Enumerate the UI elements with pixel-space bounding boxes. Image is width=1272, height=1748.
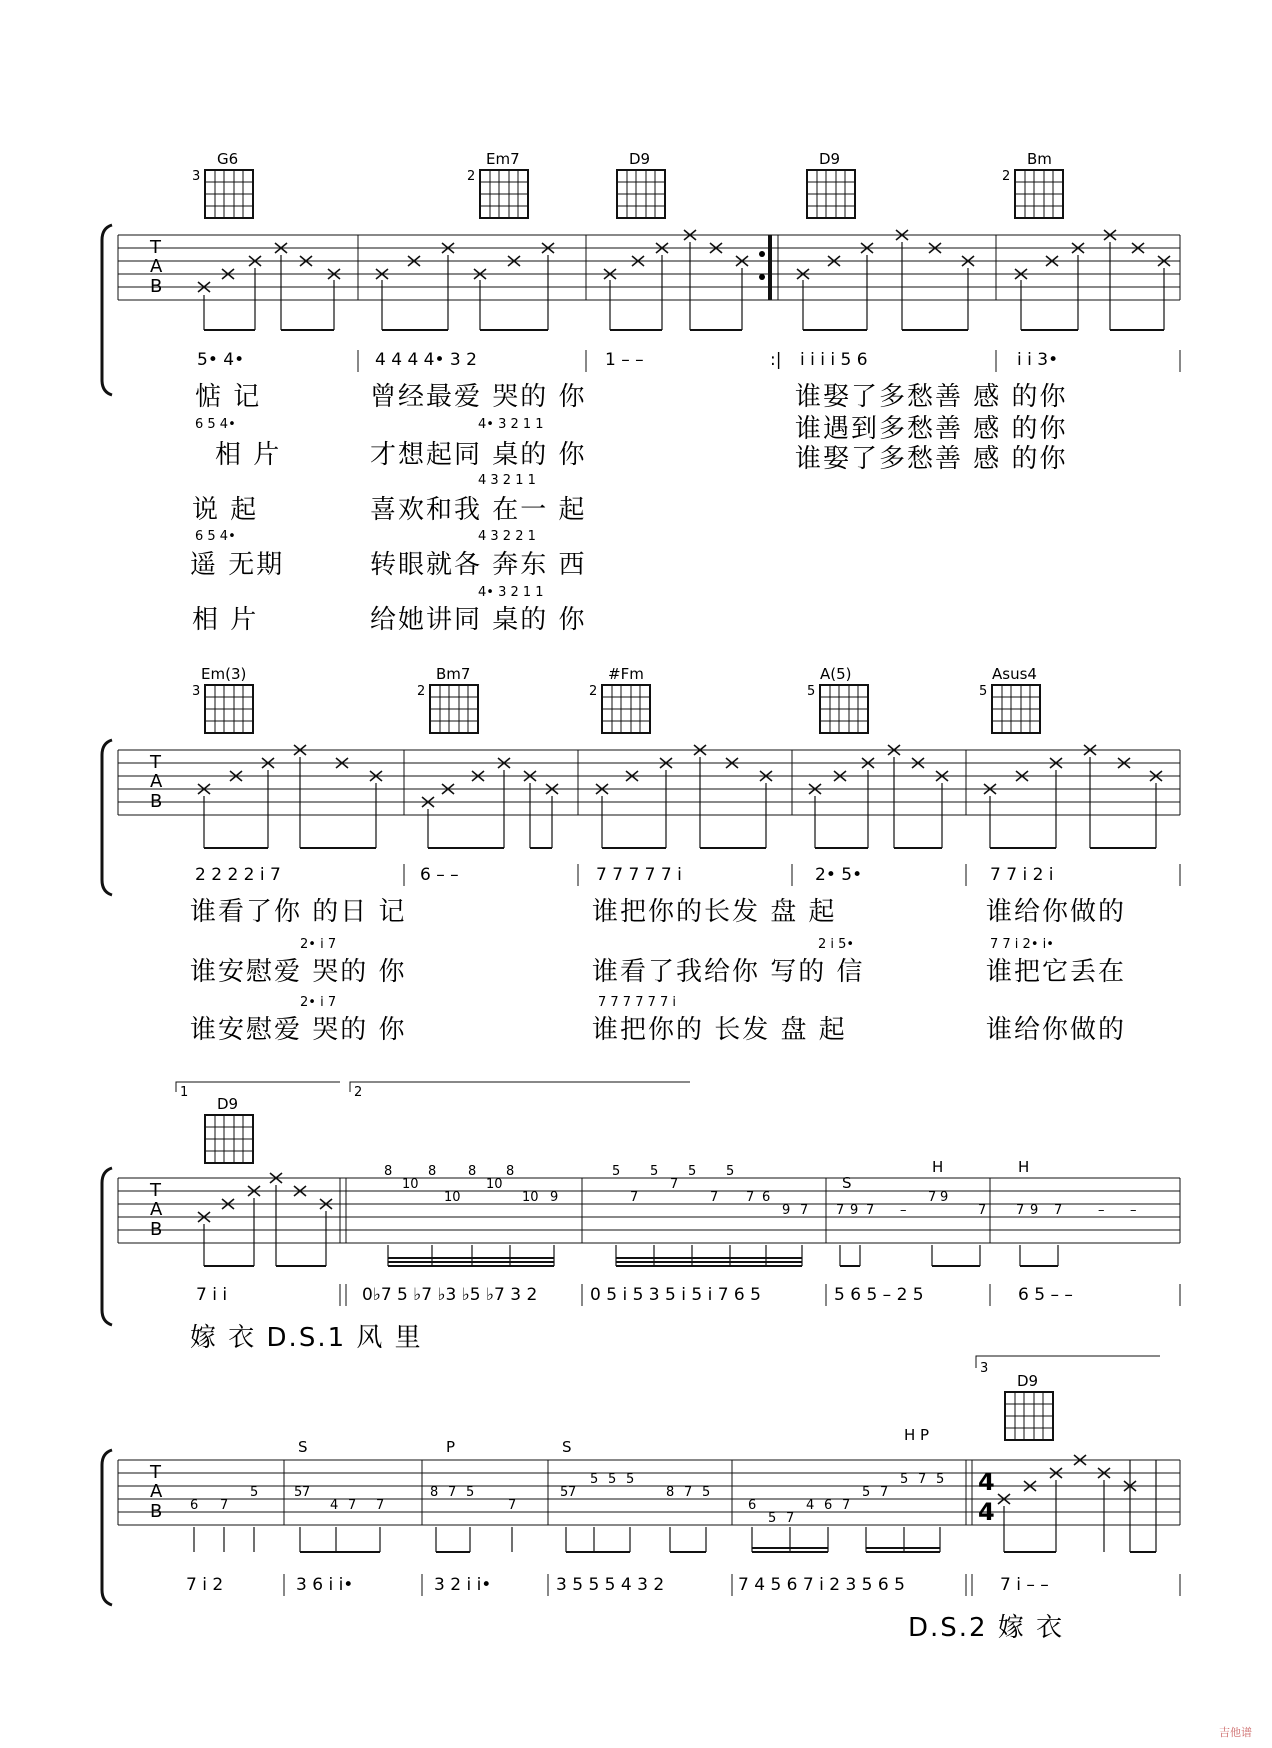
svg-text:5• 4•: 5• 4• (197, 350, 245, 370)
svg-text:5: 5 (250, 1485, 259, 1500)
svg-text:5: 5 (726, 1164, 735, 1179)
svg-text:7: 7 (670, 1177, 679, 1192)
svg-text:7: 7 (746, 1190, 755, 1205)
svg-text:谁把它丢在: 谁把它丢在 (986, 957, 1127, 987)
svg-text:A: A (150, 1481, 163, 1502)
svg-text:9: 9 (782, 1203, 791, 1218)
svg-text:6: 6 (190, 1498, 199, 1513)
svg-text:惦 记: 惦 记 (195, 382, 262, 412)
svg-text:曾经最爱 哭的 你: 曾经最爱 哭的 你 (370, 382, 587, 412)
svg-text:4• 3 2 1 1: 4• 3 2 1 1 (478, 417, 544, 432)
chord-diagram-d9-d (1005, 1372, 1053, 1440)
svg-text:谁给你做的: 谁给你做的 (986, 1015, 1127, 1045)
svg-text:才想起同 桌的 你: 才想起同 桌的 你 (370, 440, 587, 470)
chord-label: Bm (1027, 150, 1052, 168)
chord-label: G6 (217, 150, 239, 168)
svg-text:谁娶了多愁善 感 的你: 谁娶了多愁善 感 的你 (795, 444, 1068, 474)
svg-text:4 3 2 1 1: 4 3 2 1 1 (478, 473, 536, 488)
svg-text:7: 7 (630, 1190, 639, 1205)
jianpu-line-1 (197, 350, 1180, 372)
svg-text:7 i i: 7 i i (196, 1285, 228, 1305)
svg-text:2: 2 (354, 1085, 363, 1100)
svg-text:7: 7 (508, 1498, 517, 1513)
svg-text:–: – (1098, 1203, 1105, 1218)
svg-text:B: B (150, 1501, 163, 1522)
svg-text:8: 8 (468, 1164, 477, 1179)
svg-text:H: H (932, 1158, 944, 1176)
lyrics-line-3: 嫁 衣 D.S.1 风 里 (190, 1323, 423, 1353)
svg-text:7 i 2: 7 i 2 (186, 1575, 224, 1595)
chord-diagram-d9-b (807, 150, 855, 218)
svg-text:T: T (150, 1180, 161, 1201)
svg-text:1: 1 (180, 1085, 189, 1100)
svg-text:6: 6 (824, 1498, 833, 1513)
svg-text:5: 5 (466, 1485, 475, 1500)
svg-text:0♭7 5 ♭7 ♭3 ♭5 ♭7 3 2: 0♭7 5 ♭7 ♭3 ♭5 ♭7 3 2 (362, 1285, 538, 1305)
svg-text:9: 9 (550, 1190, 559, 1205)
svg-text:5: 5 (560, 1485, 569, 1500)
svg-text:7 7 7 7 7 i: 7 7 7 7 7 i (596, 865, 682, 885)
svg-text:7: 7 (710, 1190, 719, 1205)
svg-text:7: 7 (842, 1498, 851, 1513)
system-2 (102, 665, 1180, 1045)
svg-text:7: 7 (448, 1485, 457, 1500)
svg-text:T: T (150, 237, 161, 258)
svg-text:i i i i 5 6: i i i i 5 6 (800, 350, 868, 370)
svg-text:10: 10 (486, 1177, 503, 1192)
svg-text:5 6 5 – 2 5: 5 6 5 – 2 5 (834, 1285, 924, 1305)
svg-text:5: 5 (768, 1511, 777, 1526)
svg-text:7: 7 (376, 1498, 385, 1513)
svg-text:5: 5 (650, 1164, 659, 1179)
svg-text:谁把你的长发 盘 起: 谁把你的长发 盘 起 (592, 897, 837, 927)
system-1 (102, 150, 1180, 635)
svg-text:10: 10 (522, 1190, 539, 1205)
svg-text:3: 3 (192, 684, 201, 699)
chord-diagram-fsharpm (589, 665, 650, 733)
svg-text:8: 8 (666, 1485, 675, 1500)
svg-text:2• i 7: 2• i 7 (300, 937, 337, 952)
svg-text:3 2 i i•: 3 2 i i• (434, 1575, 492, 1595)
svg-text:7: 7 (348, 1498, 357, 1513)
svg-text:3: 3 (192, 169, 201, 184)
tab-fret-numbers-4 (190, 1472, 944, 1526)
svg-text:2: 2 (1002, 169, 1011, 184)
chord-diagram-bm (1002, 150, 1063, 218)
svg-text:2• i 7: 2• i 7 (300, 995, 337, 1010)
svg-text:谁安慰爱 哭的 你: 谁安慰爱 哭的 你 (190, 1015, 407, 1045)
jianpu-line-4 (186, 1574, 1180, 1596)
svg-text:谁安慰爱 哭的 你: 谁安慰爱 哭的 你 (190, 957, 407, 987)
chord-label: A(5) (820, 665, 852, 683)
lyrics-block-2 (190, 897, 1126, 1045)
svg-text:转眼就各 奔东 西: 转眼就各 奔东 西 (370, 550, 587, 580)
chord-diagram-em7 (467, 150, 528, 218)
chord-label: Em(3) (201, 665, 247, 683)
chord-label: Bm7 (436, 665, 471, 683)
svg-text:A: A (150, 771, 163, 792)
svg-text:8: 8 (506, 1164, 515, 1179)
svg-text:10: 10 (444, 1190, 461, 1205)
chord-label: Asus4 (992, 665, 1037, 683)
svg-text:7 i – –: 7 i – – (1000, 1575, 1049, 1595)
svg-text:7: 7 (684, 1485, 693, 1500)
svg-text:5: 5 (979, 684, 988, 699)
svg-text:3 5 5 5 4 3 2: 3 5 5 5 4 3 2 (556, 1575, 665, 1595)
svg-text:6: 6 (762, 1190, 771, 1205)
svg-text:7 7 i 2 i: 7 7 i 2 i (990, 865, 1054, 885)
svg-text:8: 8 (384, 1164, 393, 1179)
svg-text:2• 5•: 2• 5• (815, 865, 863, 885)
svg-text:4 4 4 4• 3 2: 4 4 4 4• 3 2 (375, 350, 477, 370)
lyrics-block-1 (190, 382, 1068, 635)
chord-diagram-em3 (192, 665, 253, 733)
svg-text:谁看了你 的日 记: 谁看了你 的日 记 (190, 897, 407, 927)
svg-text:给她讲同 桌的 你: 给她讲同 桌的 你 (370, 605, 587, 635)
chord-label: D9 (217, 1095, 239, 1113)
system-4 (102, 1356, 1180, 1643)
svg-text:5: 5 (608, 1472, 617, 1487)
svg-text:7: 7 (1054, 1203, 1063, 1218)
svg-text:6 5 4•: 6 5 4• (195, 417, 236, 432)
svg-text:5: 5 (862, 1485, 871, 1500)
svg-text:10: 10 (402, 1177, 419, 1192)
svg-text:9: 9 (850, 1203, 859, 1218)
svg-text:S: S (562, 1438, 572, 1456)
svg-text:6 5 4•: 6 5 4• (195, 529, 236, 544)
svg-text:5: 5 (900, 1472, 909, 1487)
svg-text:7: 7 (928, 1190, 937, 1205)
svg-text:5: 5 (702, 1485, 711, 1500)
jianpu-line-3 (196, 1284, 1180, 1306)
svg-text:8: 8 (430, 1485, 439, 1500)
chord-label: #Fm (608, 665, 644, 683)
svg-text:P: P (446, 1438, 456, 1456)
svg-text:7: 7 (836, 1203, 845, 1218)
svg-text:说 起: 说 起 (192, 495, 259, 525)
svg-text:7: 7 (568, 1485, 577, 1500)
svg-text:H P: H P (904, 1426, 930, 1444)
svg-text:6: 6 (748, 1498, 757, 1513)
svg-text:谁遇到多愁善 感 的你: 谁遇到多愁善 感 的你 (795, 414, 1068, 444)
chord-label: D9 (819, 150, 841, 168)
time-signature: 4 (978, 1468, 995, 1496)
svg-text:A: A (150, 256, 163, 277)
chord-label: D9 (1017, 1372, 1039, 1390)
chord-label: D9 (629, 150, 651, 168)
svg-text:7: 7 (1016, 1203, 1025, 1218)
svg-text:T: T (150, 1462, 161, 1483)
svg-text:2: 2 (417, 684, 426, 699)
svg-text:B: B (150, 791, 163, 812)
svg-text:5: 5 (612, 1164, 621, 1179)
svg-text:4: 4 (330, 1498, 339, 1513)
svg-text:B: B (150, 276, 163, 297)
svg-text:遥 无期: 遥 无期 (190, 550, 285, 580)
chord-diagram-asus4 (979, 665, 1040, 733)
chord-diagram-g6 (192, 150, 253, 218)
svg-text:–: – (1130, 1203, 1137, 1218)
svg-text:7 7 7 7 7 7 i: 7 7 7 7 7 7 i (598, 995, 677, 1010)
svg-text:T: T (150, 752, 161, 773)
svg-text:7: 7 (918, 1472, 927, 1487)
svg-text:7: 7 (800, 1203, 809, 1218)
chord-diagram-a5 (807, 665, 868, 733)
svg-text:7 4 5 6 7 i 2 3 5 6 5: 7 4 5 6 7 i 2 3 5 6 5 (738, 1575, 905, 1595)
svg-text:7: 7 (880, 1485, 889, 1500)
svg-text:谁给你做的: 谁给你做的 (986, 897, 1127, 927)
svg-text:6 – –: 6 – – (420, 865, 459, 885)
svg-text:S: S (842, 1174, 852, 1192)
svg-text:5: 5 (936, 1472, 945, 1487)
svg-text:H: H (1018, 1158, 1030, 1176)
svg-text:6 5 – –: 6 5 – – (1018, 1285, 1073, 1305)
svg-text:喜欢和我 在一 起: 喜欢和我 在一 起 (370, 495, 587, 525)
svg-text:5: 5 (294, 1485, 303, 1500)
volta-brackets (176, 1082, 690, 1100)
svg-text:A: A (150, 1199, 163, 1220)
chord-diagram-d9-c (205, 1095, 253, 1163)
svg-text:S: S (298, 1438, 308, 1456)
svg-text:4: 4 (806, 1498, 815, 1513)
svg-text:4• 3 2 1 1: 4• 3 2 1 1 (478, 585, 544, 600)
chord-label: Em7 (486, 150, 520, 168)
svg-text::|: :| (770, 350, 782, 370)
svg-text:谁看了我给你 写的 信: 谁看了我给你 写的 信 (592, 957, 865, 987)
svg-text:7: 7 (786, 1511, 795, 1526)
technique-marks-4 (298, 1426, 929, 1456)
watermark: 吉他谱 (1219, 1726, 1252, 1739)
svg-text:2: 2 (467, 169, 476, 184)
svg-text:2 i 5•: 2 i 5• (818, 937, 855, 952)
svg-text:2: 2 (589, 684, 598, 699)
svg-text:5: 5 (688, 1164, 697, 1179)
svg-text:4 3 2 2 1: 4 3 2 2 1 (478, 529, 536, 544)
svg-text:8: 8 (428, 1164, 437, 1179)
technique-marks-3 (842, 1158, 1029, 1192)
svg-text:5: 5 (807, 684, 816, 699)
chord-diagram-bm7 (417, 665, 478, 733)
svg-text:0 5 i 5 3 5 i 5 i 7 6 5: 0 5 i 5 3 5 i 5 i 7 6 5 (590, 1285, 761, 1305)
svg-text:3 6 i i•: 3 6 i i• (296, 1575, 354, 1595)
svg-text:9: 9 (1030, 1203, 1039, 1218)
svg-text:7: 7 (866, 1203, 875, 1218)
svg-text:i i 3•: i i 3• (1017, 350, 1059, 370)
svg-text:相 片: 相 片 (192, 605, 259, 635)
svg-text:–: – (900, 1203, 907, 1218)
jianpu-line-2 (195, 864, 1180, 886)
chord-diagram-d9 (617, 150, 665, 218)
system-3 (102, 1082, 1180, 1353)
svg-text:谁娶了多愁善 感 的你: 谁娶了多愁善 感 的你 (795, 382, 1068, 412)
lyrics-line-4: D.S.2 嫁 衣 (908, 1613, 1065, 1643)
svg-text:1 – –: 1 – – (605, 350, 644, 370)
svg-text:相 片: 相 片 (215, 440, 282, 470)
svg-text:9: 9 (940, 1190, 949, 1205)
svg-text:谁把你的 长发 盘 起: 谁把你的 长发 盘 起 (592, 1015, 847, 1045)
svg-text:2 2 2 2 i 7: 2 2 2 2 i 7 (195, 865, 281, 885)
svg-text:7: 7 (302, 1485, 311, 1500)
svg-text:4: 4 (978, 1498, 995, 1526)
svg-text:7: 7 (220, 1498, 229, 1513)
svg-text:7 7 i 2• i•: 7 7 i 2• i• (990, 937, 1054, 952)
svg-text:B: B (150, 1219, 163, 1240)
svg-text:7: 7 (978, 1203, 987, 1218)
svg-text:5: 5 (590, 1472, 599, 1487)
svg-text:3: 3 (980, 1361, 989, 1376)
svg-text:5: 5 (626, 1472, 635, 1487)
